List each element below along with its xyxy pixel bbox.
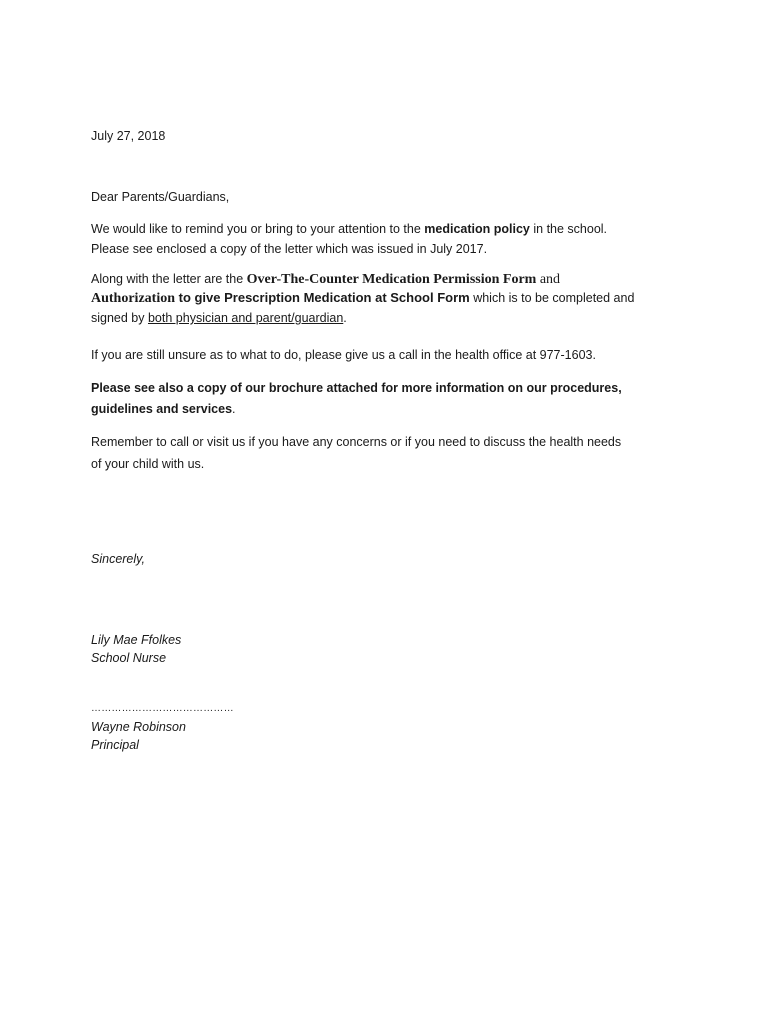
p2-text-completed: which is to be completed and (469, 291, 635, 305)
p2-signed-by: signed by (91, 311, 148, 325)
signature-line: …………………………………… (91, 703, 234, 714)
paragraph-4-line-2 (91, 401, 236, 417)
paragraph-2-line-1 (91, 271, 560, 288)
p1-bold-medication-policy: medication policy (424, 222, 530, 236)
paragraph-2-line-2 (91, 290, 634, 307)
paragraph-1-line-1 (91, 221, 607, 237)
p2-form-prescription: to give Prescription Medication at School Form (175, 290, 470, 305)
paragraph-4-line-1: Please see also a copy of our brochure attached for more information on our procedures, (91, 381, 622, 395)
signer-2-title: Principal (91, 738, 139, 752)
p2-form-otc: Over-The-Counter Medication Permission Form (246, 272, 537, 287)
p4-period: . (232, 402, 236, 416)
signer-2-name: Wayne Robinson (91, 720, 186, 734)
salutation: Dear Parents/Guardians, (91, 190, 230, 204)
letter-date: July 27, 2018 (91, 129, 166, 143)
p4-bold-guidelines: guidelines and services (91, 402, 233, 416)
signer-1-name: Lily Mae Ffolkes (91, 633, 182, 647)
p1-text-pre: We would like to remind you or bring to your attention to the (91, 222, 425, 236)
signer-1-title: School Nurse (91, 651, 167, 665)
paragraph-1-line-2: Please see enclosed a copy of the letter which was issued in July 2017. (91, 242, 488, 256)
paragraph-3: If you are still unsure as to what to do, please give us a call in the health office at 977-1603. (91, 348, 596, 362)
paragraph-5-line-2: of your child with us. (91, 457, 205, 471)
p2-period: . (343, 311, 347, 325)
p2-text-and: and (536, 272, 561, 287)
closing: Sincerely, (91, 552, 145, 566)
paragraph-2-line-3 (91, 310, 347, 326)
p2-form-authorization: Authorization (91, 291, 175, 306)
p1-text-post: in the school. (529, 222, 608, 236)
p2-underlined-signers: both physician and parent/guardian (147, 311, 344, 325)
paragraph-5-line-1: Remember to call or visit us if you have any concerns or if you need to discuss the health needs (91, 435, 622, 449)
p2-text-pre: Along with the letter are the (91, 272, 247, 286)
